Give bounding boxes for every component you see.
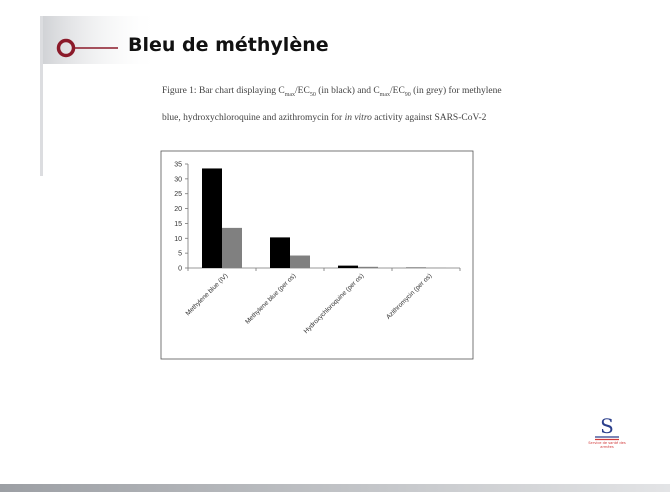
y-tick-label: 0	[178, 265, 182, 273]
y-tick-label: 30	[174, 176, 182, 184]
bar-chart	[160, 150, 474, 360]
y-tick-label: 15	[174, 220, 182, 228]
bottom-bar	[0, 484, 670, 492]
figure-caption-line-1: Figure 1: Bar chart displaying $C_{max}/EC_{50}$ (in black) and $C_{max}/EC_{90}$ (in grey) for methylene	[162, 86, 502, 98]
x-category-label: Methylene blue (per os)	[244, 272, 298, 326]
logo-caption: Service de santé des armées	[588, 441, 626, 450]
page-title: Bleu de méthylène	[128, 34, 329, 56]
left-accent-stripe	[40, 16, 43, 176]
bar-series-2-3	[358, 267, 378, 268]
logo-s-glyph: S	[600, 414, 614, 438]
bar-series-2-2	[290, 256, 310, 268]
figure-caption-line-2: blue, hydroxychloroquine and azithromycin for in vitro activity against SARS-CoV-2	[162, 113, 487, 123]
x-category-label: Methylene blue (IV)	[184, 272, 230, 318]
x-category-label: Hydroxychloroquine (per os)	[302, 272, 366, 336]
bar-series-1-3	[338, 266, 358, 268]
bar-series-1-2	[270, 237, 290, 268]
bar-series-2-1	[222, 228, 242, 268]
y-tick-label: 25	[174, 191, 182, 199]
y-tick-label: 35	[174, 161, 182, 169]
x-category-label: Azithromycin (per os)	[385, 272, 434, 321]
y-tick-label: 10	[174, 235, 182, 243]
y-tick-label: 20	[174, 206, 182, 214]
bar-series-1-1	[202, 168, 222, 268]
y-tick-label: 5	[178, 250, 182, 258]
